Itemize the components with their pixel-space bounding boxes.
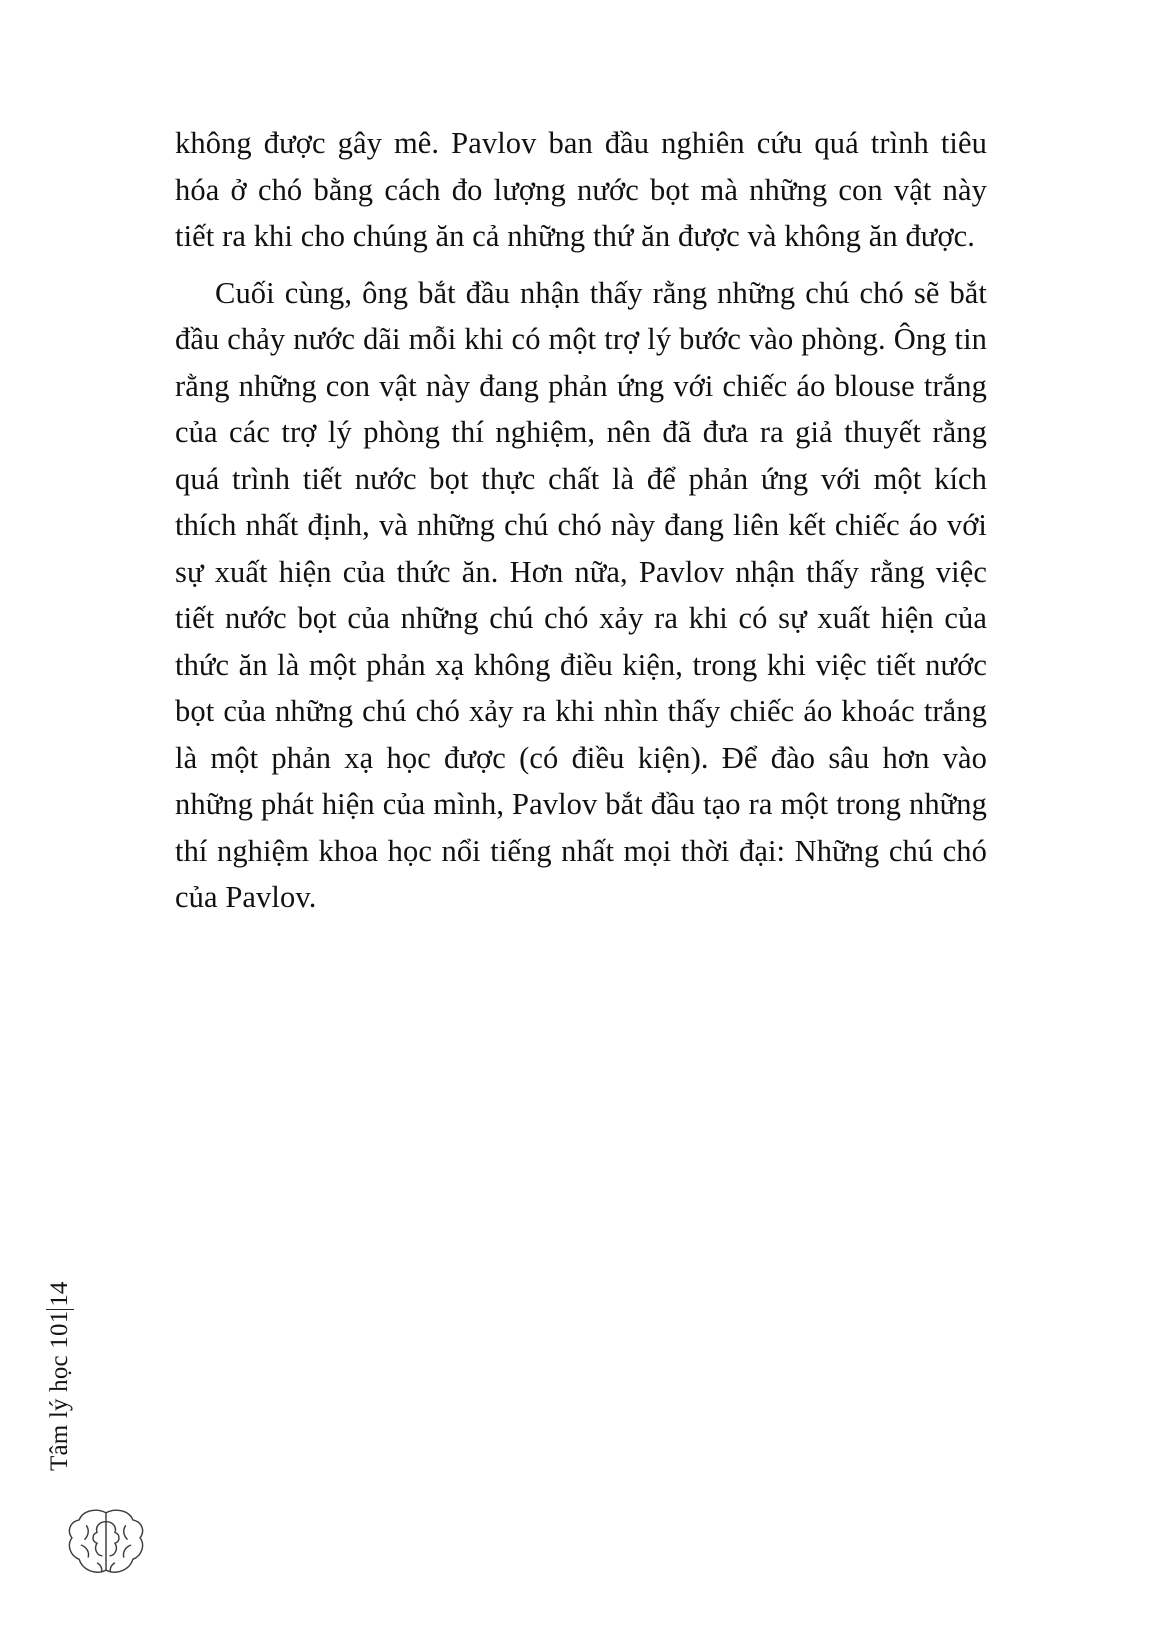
paragraph-pavlov-dogs: Cuối cùng, ông bắt đầu nhận thấy rằng những chú chó sẽ bắt đầu chảy nước dãi mỗi khi có một trợ lý bước vào phòng. Ông tin rằng những con vật này đang phản ứng với chiếc áo blouse trắng của các trợ lý phòng thí nghiệm, nên đã đưa ra giả thuyết rằng quá trình tiết nước bọt thực chất là để phản ứng với một kích thích nhất định, và những chú chó này đang liên kết chiếc áo với sự xuất hiện của thức ăn. Hơn nữa, Pavlov nhận thấy rằng việc tiết nước bọt của những chú chó xảy ra khi có sự xuất hiện của thức ăn là một phản xạ không điều kiện, trong khi việc tiết nước bọt của những chú chó xảy ra khi nhìn thấy chiếc áo khoác trắng là một phản xạ học được (có điều kiện). Để đào sâu hơn vào những phát hiện của mình, Pavlov bắt đầu tạo ra một trong những thí nghiệm khoa học nổi tiếng nhất mọi thời đại: Những chú chó của Pavlov. — [175, 275, 987, 914]
paragraph-continued: không được gây mê. Pavlov ban đầu nghiên cứu quá trình tiêu hóa ở chó bằng cách đo lượng nước bọt mà những con vật này tiết ra khi cho chúng ăn cả những thứ ăn được và không ăn được. — [175, 126, 987, 253]
brain-icon — [60, 1502, 152, 1588]
running-footer — [46, 1282, 74, 1471]
page-number: 14 — [46, 1282, 74, 1310]
body-text-column — [175, 120, 987, 921]
book-title: Tâm lý học 101 — [46, 1310, 73, 1471]
